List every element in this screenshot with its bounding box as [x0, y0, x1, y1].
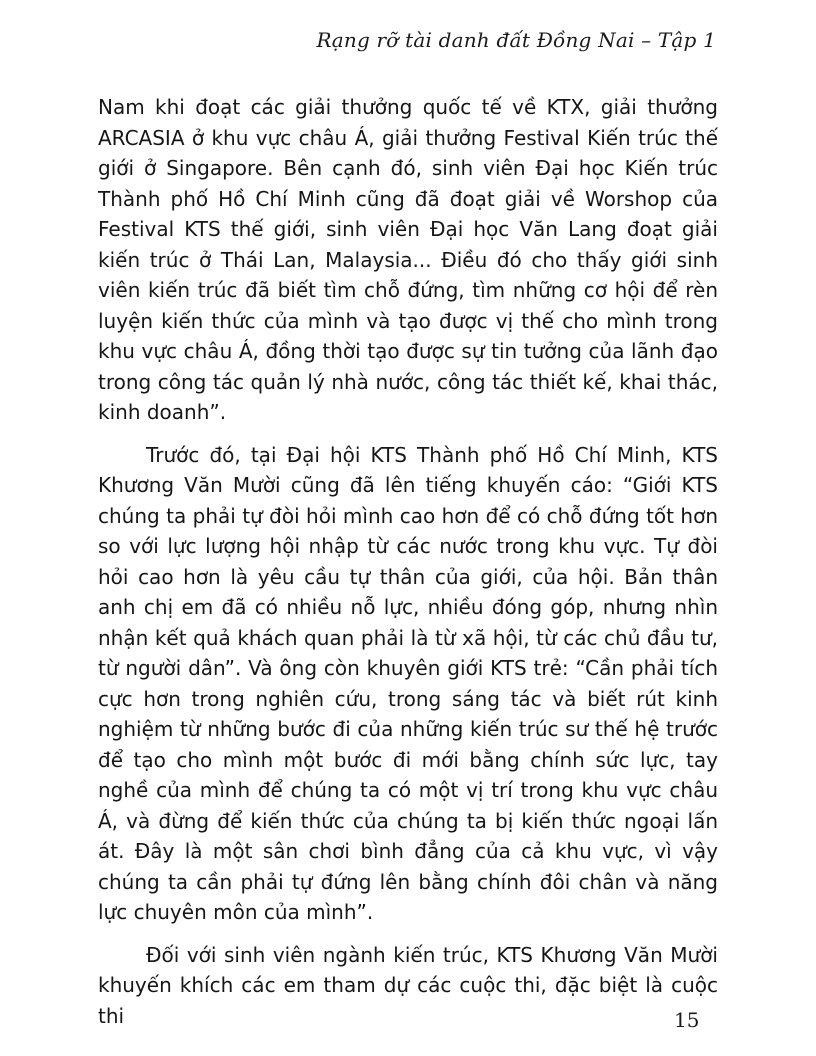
running-header: Rạng rỡ tài danh đất Đồng Nai – Tập 1 — [316, 28, 716, 52]
paragraph: Đối với sinh viên ngành kiến trúc, KTS Khương Văn Mười khuyến khích các em tham dự các cuộc thi, đặc biệt là cuộc thi — [98, 942, 718, 1028]
paragraph: Trước đó, tại Đại hội KTS Thành phố Hồ Chí Minh, KTS Khương Văn Mười cũng đã lên tiếng khuyến cáo: “Giới KTS chúng ta phải tự đòi hỏi mình cao hơn để có chỗ đứng tốt hơn so với lực lượng hội nhập từ các nước trong khu vực. Tự đòi hỏi cao hơn là yêu cầu tự thân của giới, của hội. Bản thân anh chị em đã có nhiều nỗ lực, nhiều đóng góp, nhưng nhìn nhận kết quả khách quan phải là từ xã hội, từ các chủ đầu tư, từ người dân”. Và ông còn khuyên giới KTS trẻ: “Cần phải tích cực hơn trong nghiên cứu, trong sáng tác và biết rút kinh nghiệm từ những bước đi của những kiến trúc sư thế hệ trước để tạo cho mình một bước đi mới bằng chính sức lực, tay nghề của mình để chúng ta có một vị trí trong khu vực châu Á, và đừng để kiến thức của chúng ta bị kiến thức ngoại lấn át. Đây là một sân chơi bình đẳng của cả khu vực, vì vậy chúng ta cần phải tự đứng lên bằng chính đôi chân và năng lực chuyên môn của mình”. — [98, 442, 718, 924]
paragraph-continued: Nam khi đoạt các giải thưởng quốc tế về KTX, giải thưởng ARCASIA ở khu vực châu Á, giải thưởng Festival Kiến trúc thế giới ở Singapore. Bên cạnh đó, sinh viên Đại học Kiến trúc Thành phố Hồ Chí Minh cũng đã đoạt giải về Worshop của Festival KTS thế giới, sinh viên Đại học Văn Lang đoạt giải kiến trúc ở Thái Lan, Malaysia... Điều đó cho thấy giới sinh viên kiến trúc đã biết tìm chỗ đứng, tìm những cơ hội để rèn luyện kiến thức của mình và tạo được vị thế cho mình trong khu vực châu Á, đồng thời tạo được sự tin tưởng của lãnh đạo trong công tác quản lý nhà nước, công tác thiết kế, khai thác, kinh doanh”. — [98, 95, 718, 424]
page-number: 15 — [674, 1008, 700, 1032]
body-text — [98, 92, 718, 1031]
